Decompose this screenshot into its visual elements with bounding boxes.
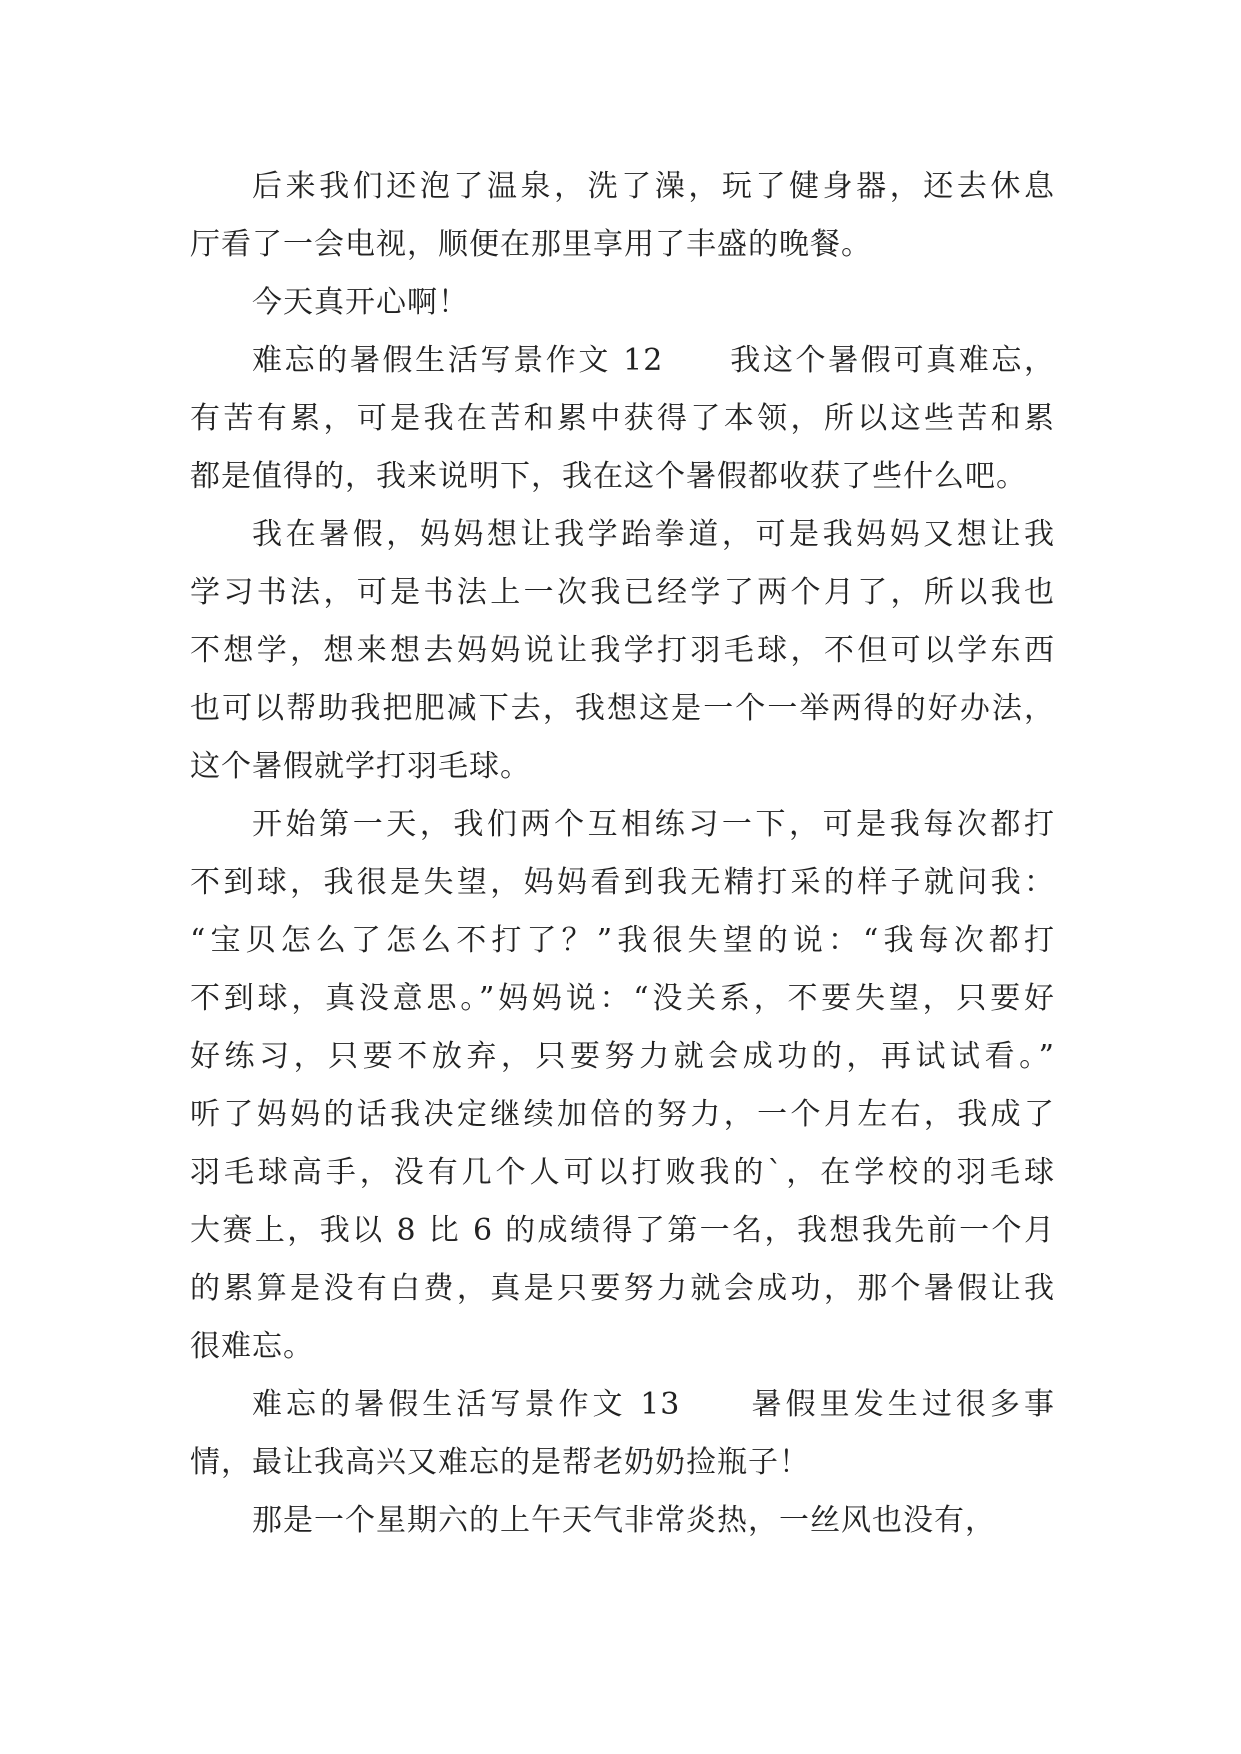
text-line: 也可以帮助我把肥减下去，我想这是一个一举两得的好办法， [190,691,1055,726]
text-line: 不想学，想来想去妈妈说让我学打羽毛球，不但可以学东西 [190,633,1055,668]
paragraph [190,1376,1055,1492]
text-line: 这个暑假就学打羽毛球。 [190,749,531,784]
paragraph [190,332,1055,506]
text-line: 不到球，我很是失望，妈妈看到我无精打采的样子就问我： [190,865,1055,900]
paragraph [190,1492,1055,1550]
text-line: 今天真开心啊！ [252,285,469,320]
paragraph [190,158,1055,274]
text-line: 不到球，真没意思。”妈妈说：“没关系，不要失望，只要好 [190,981,1055,1016]
text-line: 难忘的暑假生活写景作文 13 暑假里发生过很多事 [252,1387,1055,1422]
text-line: 的累算是没有白费，真是只要努力就会成功，那个暑假让我 [190,1271,1055,1306]
paragraph [190,506,1055,796]
text-line: 很难忘。 [190,1329,314,1364]
text-line: 有苦有累，可是我在苦和累中获得了本领，所以这些苦和累 [190,401,1055,436]
text-line: 羽毛球高手，没有几个人可以打败我的`，在学校的羽毛球 [190,1155,1055,1190]
text-line: 难忘的暑假生活写景作文 12 我这个暑假可真难忘， [252,343,1055,378]
text-line: 厅看了一会电视，顺便在那里享用了丰盛的晚餐。 [190,227,872,262]
text-line: 听了妈妈的话我决定继续加倍的努力，一个月左右，我成了 [190,1097,1055,1132]
paragraph [190,796,1055,1376]
document-body [190,158,1055,1550]
text-line: 大赛上，我以 8 比 6 的成绩得了第一名，我想我先前一个月 [190,1213,1055,1248]
text-line: 情，最让我高兴又难忘的是帮老奶奶捡瓶子！ [190,1445,810,1480]
text-line: 好练习，只要不放弃，只要努力就会成功的，再试试看。” [190,1039,1055,1074]
text-line: 我在暑假，妈妈想让我学跆拳道，可是我妈妈又想让我 [252,517,1055,552]
text-line: 学习书法，可是书法上一次我已经学了两个月了，所以我也 [190,575,1055,610]
text-line: 那是一个星期六的上午天气非常炎热，一丝风也没有， [252,1503,996,1538]
text-line: “宝贝怎么了怎么不打了？”我很失望的说：“我每次都打 [190,923,1055,958]
text-line: 后来我们还泡了温泉，洗了澡，玩了健身器，还去休息 [252,169,1055,204]
text-line: 都是值得的，我来说明下，我在这个暑假都收获了些什么吧。 [190,459,1027,494]
paragraph [190,274,1055,332]
text-line: 开始第一天，我们两个互相练习一下，可是我每次都打 [252,807,1055,842]
